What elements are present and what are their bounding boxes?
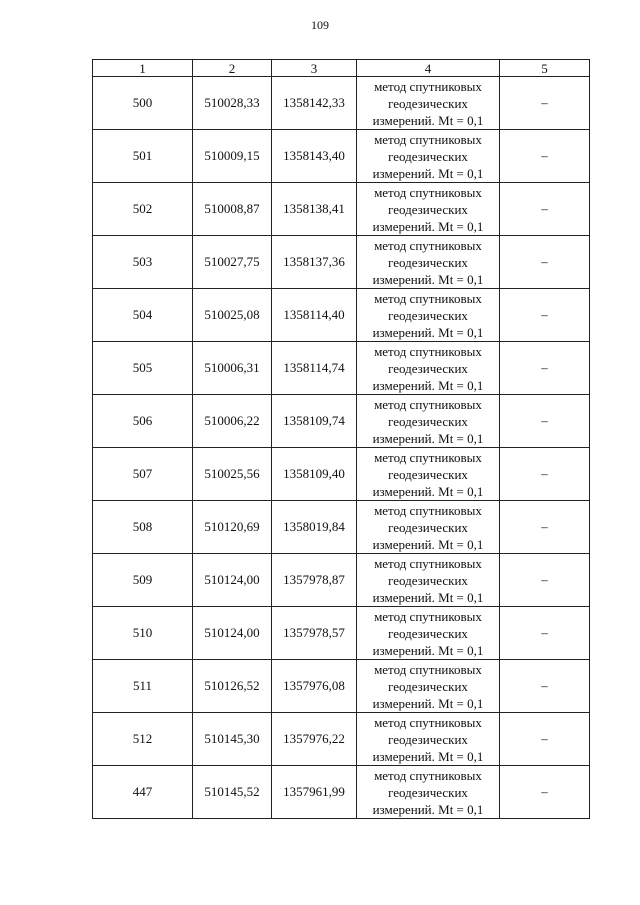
- method-line: геодезических: [388, 572, 468, 588]
- table-row: [93, 501, 590, 554]
- point-number-cell: 510: [93, 607, 193, 660]
- method-line: измерений. Mt = 0,1: [372, 324, 484, 340]
- note-cell: –: [500, 130, 590, 183]
- x-coordinate-cell: 510145,52: [193, 766, 272, 819]
- method-cell: [357, 766, 500, 819]
- method-cell: [357, 660, 500, 713]
- table-row: [93, 77, 590, 130]
- x-coordinate-cell: 510124,00: [193, 554, 272, 607]
- method-line: метод спутниковых: [374, 767, 482, 783]
- x-coordinate-cell: 510006,22: [193, 395, 272, 448]
- y-coordinate-cell: 1358114,74: [272, 342, 357, 395]
- point-number-cell: 500: [93, 77, 193, 130]
- y-coordinate-cell: 1358138,41: [272, 183, 357, 236]
- method-line: измерений. Mt = 0,1: [372, 483, 484, 499]
- table-body: [93, 77, 590, 819]
- point-number-cell: 506: [93, 395, 193, 448]
- point-number-cell: 507: [93, 448, 193, 501]
- table-row: [93, 448, 590, 501]
- method-line: геодезических: [388, 95, 468, 111]
- method-line: измерений. Mt = 0,1: [372, 589, 484, 605]
- y-coordinate-cell: 1358019,84: [272, 501, 357, 554]
- x-coordinate-cell: 510027,75: [193, 236, 272, 289]
- method-line: метод спутниковых: [374, 78, 482, 94]
- point-number-cell: 447: [93, 766, 193, 819]
- method-line: геодезических: [388, 678, 468, 694]
- page-number: 109: [311, 18, 329, 32]
- x-coordinate-cell: 510025,08: [193, 289, 272, 342]
- y-coordinate-cell: 1357976,22: [272, 713, 357, 766]
- method-line: метод спутниковых: [374, 343, 482, 359]
- table-row: [93, 713, 590, 766]
- point-number-cell: 511: [93, 660, 193, 713]
- note-cell: –: [500, 713, 590, 766]
- x-coordinate-cell: 510126,52: [193, 660, 272, 713]
- method-cell: [357, 713, 500, 766]
- note-cell: –: [500, 554, 590, 607]
- column-header-3: 3: [272, 60, 357, 77]
- method-line: измерений. Mt = 0,1: [372, 218, 484, 234]
- y-coordinate-cell: 1358143,40: [272, 130, 357, 183]
- note-cell: –: [500, 342, 590, 395]
- point-number-cell: 512: [93, 713, 193, 766]
- method-cell: [357, 501, 500, 554]
- table-row: [93, 607, 590, 660]
- note-cell: –: [500, 607, 590, 660]
- table-row: [93, 342, 590, 395]
- header-row: [93, 60, 590, 77]
- table-header: [93, 60, 590, 77]
- method-line: геодезических: [388, 784, 468, 800]
- method-line: измерений. Mt = 0,1: [372, 430, 484, 446]
- method-line: измерений. Mt = 0,1: [372, 271, 484, 287]
- note-cell: –: [500, 289, 590, 342]
- x-coordinate-cell: 510028,33: [193, 77, 272, 130]
- method-line: измерений. Mt = 0,1: [372, 642, 484, 658]
- method-cell: [357, 236, 500, 289]
- method-line: метод спутниковых: [374, 555, 482, 571]
- method-line: геодезических: [388, 625, 468, 641]
- point-number-cell: 505: [93, 342, 193, 395]
- y-coordinate-cell: 1358109,40: [272, 448, 357, 501]
- column-header-4: 4: [357, 60, 500, 77]
- method-cell: [357, 130, 500, 183]
- method-cell: [357, 395, 500, 448]
- x-coordinate-cell: 510025,56: [193, 448, 272, 501]
- note-cell: –: [500, 395, 590, 448]
- note-cell: –: [500, 501, 590, 554]
- method-line: измерений. Mt = 0,1: [372, 748, 484, 764]
- method-line: геодезических: [388, 360, 468, 376]
- note-cell: –: [500, 448, 590, 501]
- note-cell: –: [500, 183, 590, 236]
- point-number-cell: 502: [93, 183, 193, 236]
- table-row: [93, 766, 590, 819]
- x-coordinate-cell: 510124,00: [193, 607, 272, 660]
- method-cell: [357, 607, 500, 660]
- table-row: [93, 395, 590, 448]
- method-line: геодезических: [388, 148, 468, 164]
- table-row: [93, 289, 590, 342]
- method-line: метод спутниковых: [374, 502, 482, 518]
- x-coordinate-cell: 510009,15: [193, 130, 272, 183]
- table-row: [93, 236, 590, 289]
- method-line: измерений. Mt = 0,1: [372, 377, 484, 393]
- method-line: измерений. Mt = 0,1: [372, 695, 484, 711]
- table-row: [93, 660, 590, 713]
- point-number-cell: 509: [93, 554, 193, 607]
- method-line: метод спутниковых: [374, 237, 482, 253]
- method-line: метод спутниковых: [374, 608, 482, 624]
- y-coordinate-cell: 1357978,87: [272, 554, 357, 607]
- table-row: [93, 130, 590, 183]
- x-coordinate-cell: 510145,30: [193, 713, 272, 766]
- x-coordinate-cell: 510120,69: [193, 501, 272, 554]
- note-cell: –: [500, 766, 590, 819]
- table-row: [93, 183, 590, 236]
- method-line: геодезических: [388, 731, 468, 747]
- method-cell: [357, 448, 500, 501]
- point-number-cell: 504: [93, 289, 193, 342]
- point-number-cell: 501: [93, 130, 193, 183]
- y-coordinate-cell: 1358114,40: [272, 289, 357, 342]
- point-number-cell: 508: [93, 501, 193, 554]
- column-header-1: 1: [93, 60, 193, 77]
- method-line: метод спутниковых: [374, 184, 482, 200]
- note-cell: –: [500, 236, 590, 289]
- method-cell: [357, 77, 500, 130]
- column-header-2: 2: [193, 60, 272, 77]
- y-coordinate-cell: 1358142,33: [272, 77, 357, 130]
- method-cell: [357, 289, 500, 342]
- y-coordinate-cell: 1357976,08: [272, 660, 357, 713]
- coordinates-table: [92, 59, 590, 819]
- method-line: метод спутниковых: [374, 661, 482, 677]
- method-line: измерений. Mt = 0,1: [372, 165, 484, 181]
- method-cell: [357, 554, 500, 607]
- method-line: геодезических: [388, 466, 468, 482]
- method-line: измерений. Mt = 0,1: [372, 536, 484, 552]
- method-line: геодезических: [388, 307, 468, 323]
- y-coordinate-cell: 1358137,36: [272, 236, 357, 289]
- y-coordinate-cell: 1358109,74: [272, 395, 357, 448]
- x-coordinate-cell: 510008,87: [193, 183, 272, 236]
- method-line: метод спутниковых: [374, 131, 482, 147]
- method-line: геодезических: [388, 254, 468, 270]
- method-cell: [357, 342, 500, 395]
- method-line: измерений. Mt = 0,1: [372, 112, 484, 128]
- column-header-5: 5: [500, 60, 590, 77]
- method-line: метод спутниковых: [374, 449, 482, 465]
- y-coordinate-cell: 1357961,99: [272, 766, 357, 819]
- method-line: измерений. Mt = 0,1: [372, 801, 484, 817]
- note-cell: –: [500, 77, 590, 130]
- method-cell: [357, 183, 500, 236]
- method-line: геодезических: [388, 201, 468, 217]
- y-coordinate-cell: 1357978,57: [272, 607, 357, 660]
- table-row: [93, 554, 590, 607]
- method-line: геодезических: [388, 413, 468, 429]
- method-line: метод спутниковых: [374, 396, 482, 412]
- method-line: метод спутниковых: [374, 290, 482, 306]
- x-coordinate-cell: 510006,31: [193, 342, 272, 395]
- note-cell: –: [500, 660, 590, 713]
- point-number-cell: 503: [93, 236, 193, 289]
- method-line: метод спутниковых: [374, 714, 482, 730]
- method-line: геодезических: [388, 519, 468, 535]
